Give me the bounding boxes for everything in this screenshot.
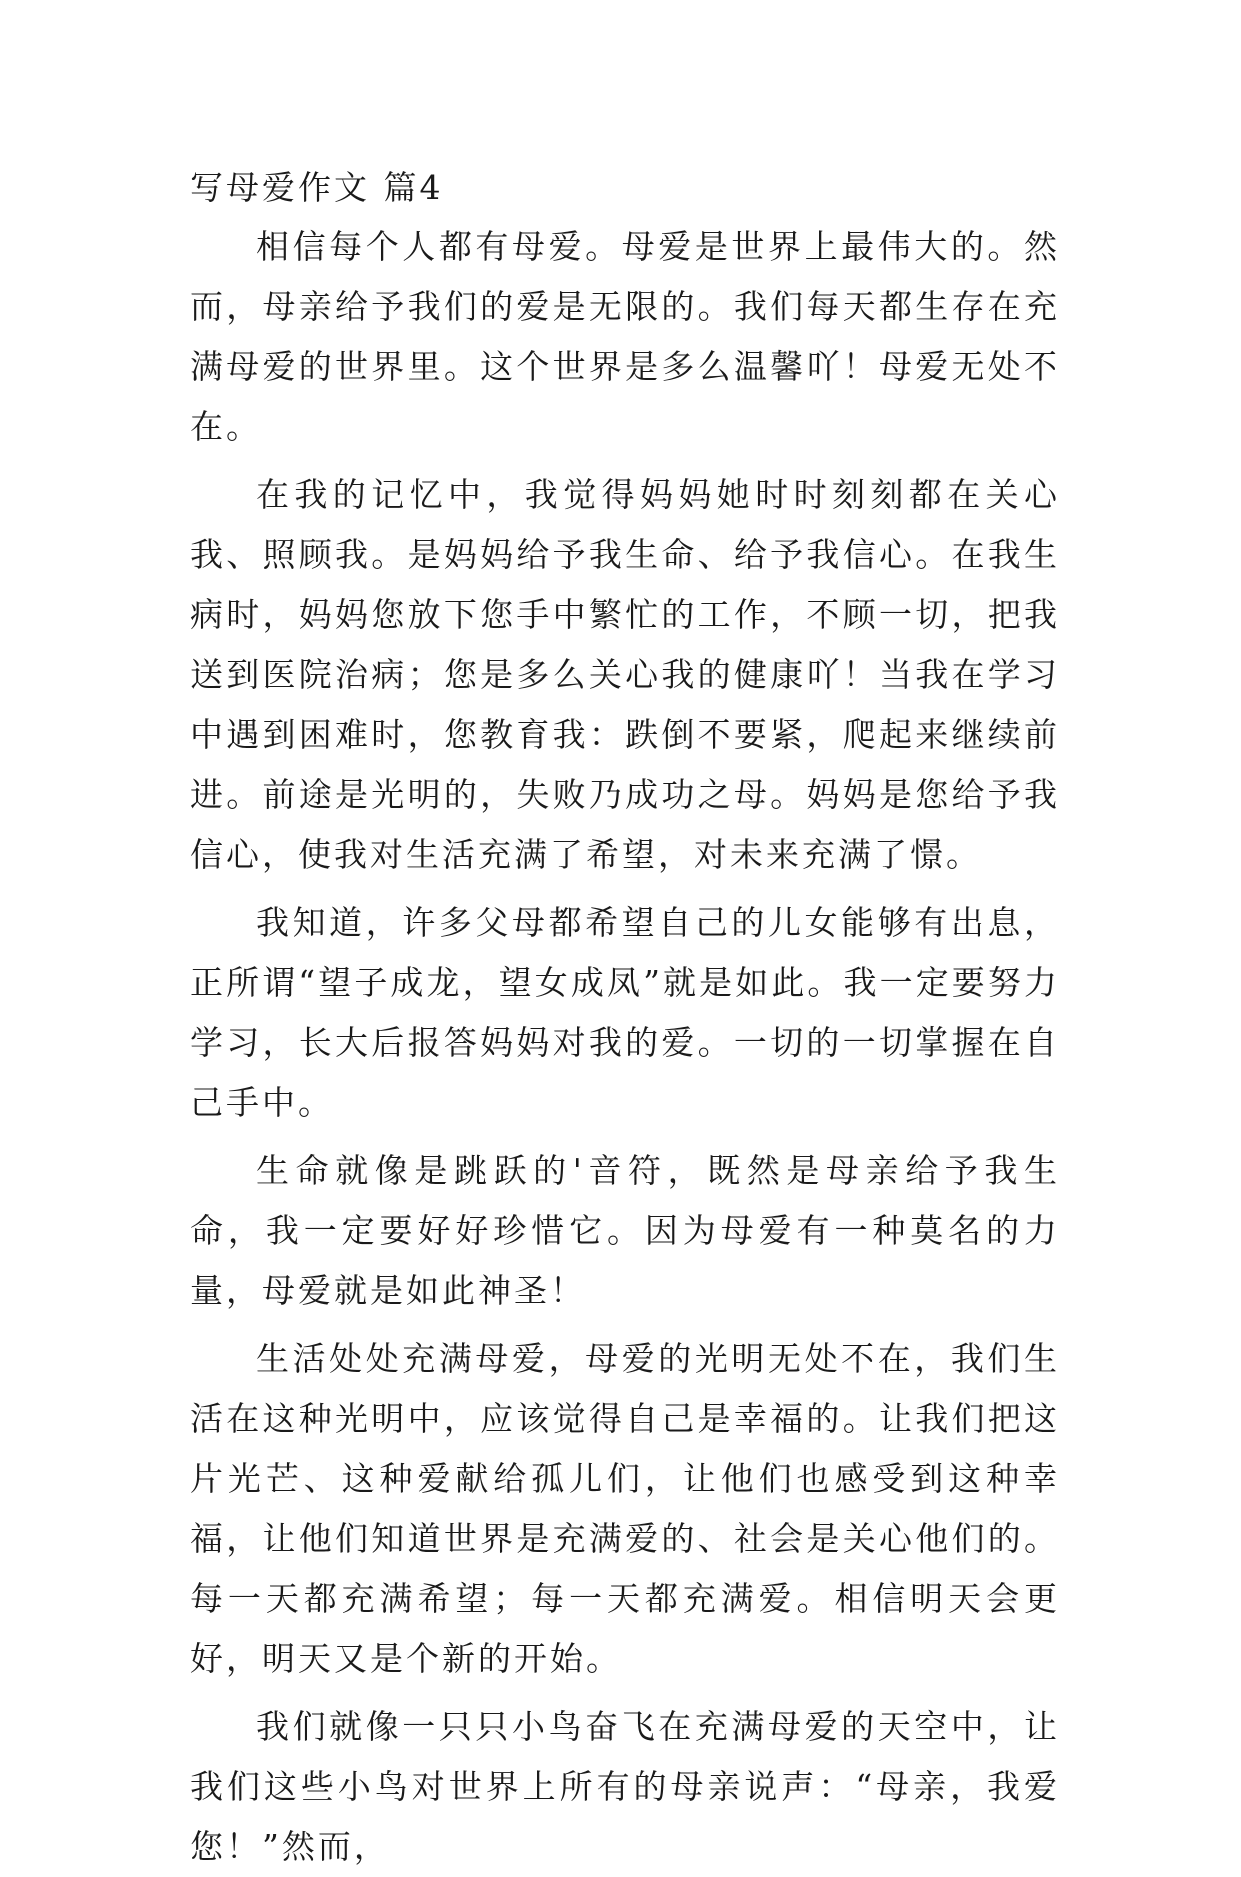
paragraph-2: 在我的记忆中，我觉得妈妈她时时刻刻都在关心我、照顾我。是妈妈给予我生命、给予我信心。在我生病时，妈妈您放下您手中繁忙的工作，不顾一切，把我送到医院治病；您是多么关心我的健康吖！当我在学习中遇到困难时，您教育我：跌倒不要紧，爬起来继续前进。前途是光明的，失败乃成功之母。妈妈是您给予我信心，使我对生活充满了希望，对未来充满了憬。 xyxy=(190,475,1060,874)
paragraph-6: 我们就像一只只小鸟奋飞在充满母爱的天空中，让我们这些小鸟对世界上所有的母亲说声：“母亲，我爱您！”然而， xyxy=(190,1707,1060,1866)
paragraph-5: 生活处处充满母爱，母爱的光明无处不在，我们生活在这种光明中，应该觉得自己是幸福的。让我们把这片光芒、这种爱献给孤儿们，让他们也感受到这种幸福，让他们知道世界是充满爱的、社会是关心他们的。每一天都充满希望；每一天都充满爱。相信明天会更好，明天又是个新的开始。 xyxy=(190,1339,1060,1678)
paragraph-4: 生命就像是跳跃的'音符，既然是母亲给予我生命，我一定要好好珍惜它。因为母爱有一种莫名的力量，母爱就是如此神圣！ xyxy=(190,1151,1060,1310)
paragraph-3: 我知道，许多父母都希望自己的儿女能够有出息，正所谓“望子成龙，望女成凤”就是如此。我一定要努力学习，长大后报答妈妈对我的爱。一切的一切掌握在自己手中。 xyxy=(190,903,1060,1122)
document-body xyxy=(190,163,1060,1877)
paragraph-1: 相信每个人都有母爱。母爱是世界上最伟大的。然而，母亲给予我们的爱是无限的。我们每天都生存在充满母爱的世界里。这个世界是多么温馨吖！母爱无处不在。 xyxy=(190,227,1060,446)
document-title: 写母爱作文 篇4 xyxy=(190,168,444,207)
